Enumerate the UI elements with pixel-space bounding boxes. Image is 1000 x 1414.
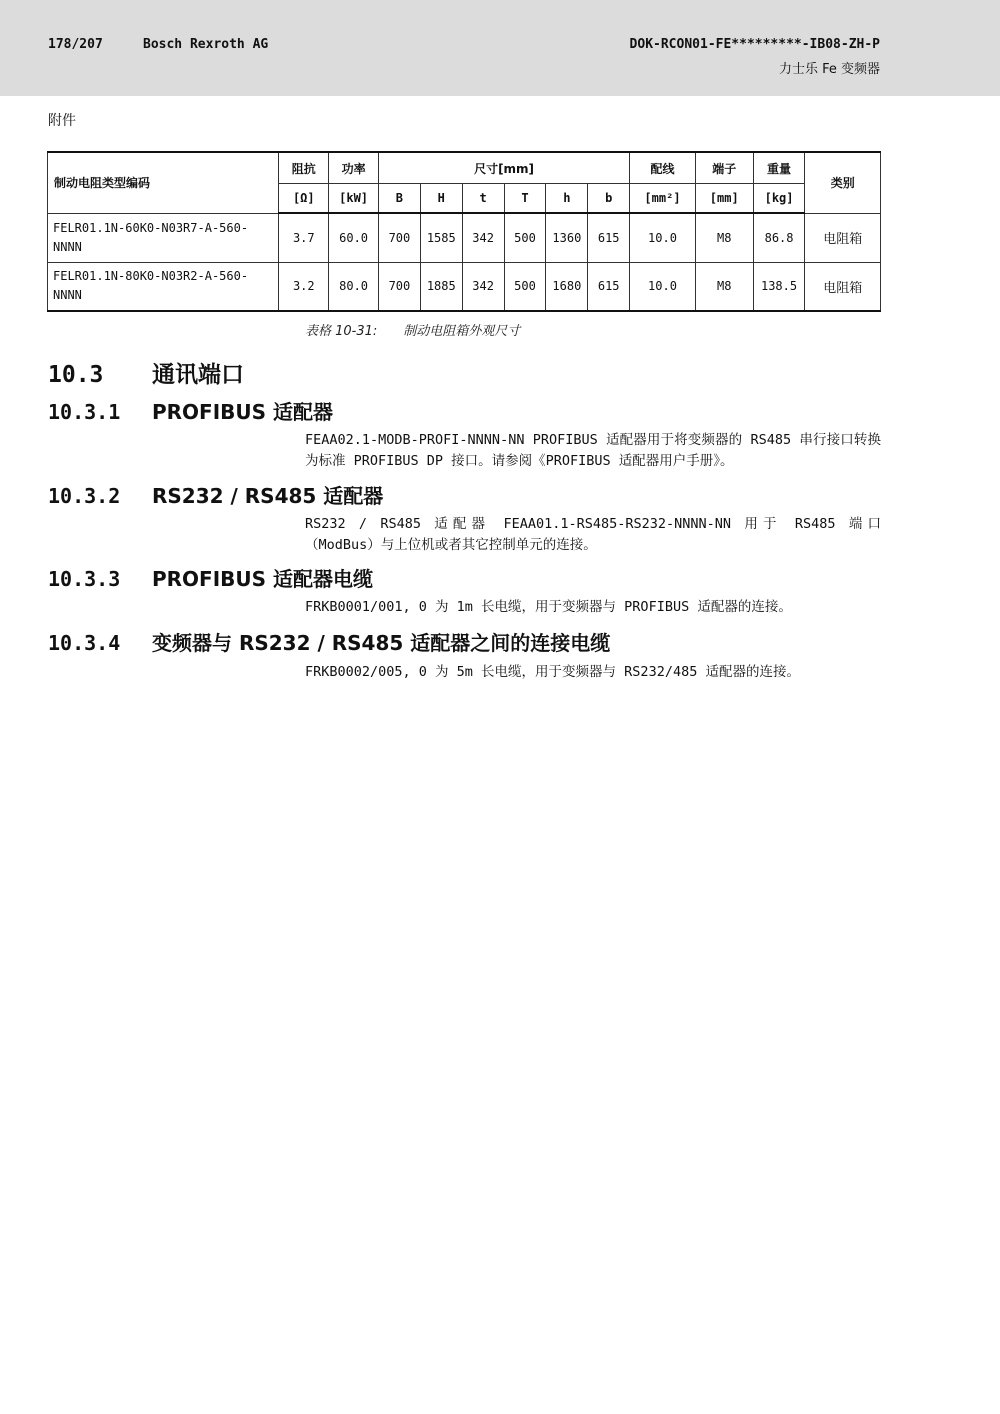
cell-power: 80.0 — [329, 262, 379, 311]
header-category: 类别 — [805, 152, 881, 213]
header-weight: 重量 — [753, 152, 805, 184]
dim-H: H — [420, 184, 462, 214]
dim-T: T — [504, 184, 546, 214]
section-heading-10-3-2: 10.3.2 RS232 / RS485 适配器 — [48, 484, 384, 508]
caption-text: 制动电阻箱外观尺寸 — [403, 324, 521, 339]
cell-h: 1360 — [546, 213, 588, 262]
cell-category: 电阻箱 — [805, 262, 881, 311]
cell-H: 1885 — [420, 262, 462, 311]
cell-T: 500 — [504, 213, 546, 262]
header-resistance: 阻抗 — [279, 152, 329, 184]
unit-wire: [mm²] — [630, 184, 696, 214]
cell-t: 342 — [462, 262, 504, 311]
table-row — [48, 262, 881, 311]
caption-number: 表格 10-31: — [305, 324, 378, 339]
cell-model: FELR01.1N-80K0-N03R2-A-560- NNNN — [48, 262, 279, 311]
cell-category: 电阻箱 — [805, 213, 881, 262]
cell-terminal: M8 — [695, 262, 753, 311]
cell-h: 1680 — [546, 262, 588, 311]
section-body-10-3-4: FRKB0002/005, 0 为 5m 长电缆，用于变频器与 RS232/485 适配器的连接。 — [305, 664, 800, 680]
cell-b: 615 — [588, 262, 630, 311]
section-heading-10-3: 10.3 通讯端口 — [48, 362, 244, 388]
dim-t: t — [462, 184, 504, 214]
cell-resistance: 3.7 — [279, 213, 329, 262]
header-power: 功率 — [329, 152, 379, 184]
table-caption — [305, 320, 520, 339]
cell-t: 342 — [462, 213, 504, 262]
cell-wire: 10.0 — [630, 262, 696, 311]
section-heading-10-3-1: 10.3.1 PROFIBUS 适配器 — [48, 400, 334, 424]
cell-b: 615 — [588, 213, 630, 262]
page-header — [0, 0, 1000, 96]
cell-power: 60.0 — [329, 213, 379, 262]
resistor-dimension-table — [47, 151, 881, 312]
dim-h: h — [546, 184, 588, 214]
section-body-10-3-1: FEAA02.1-MODB-PROFI-NNNN-NN PROFIBUS 适配器用于将变频器的 RS485 串行接口转换为标准 PROFIBUS DP 接口。请参阅《PROFIBUS 适配器用户手册》。 — [305, 432, 881, 469]
section-body-10-3-2: RS232 / RS485 适配器 FEAA01.1-RS485-RS232-NNNN-NN 用于 RS485 端口（ModBus）与上位机或者其它控制单元的连接。 — [305, 516, 881, 553]
unit-weight: [kg] — [753, 184, 805, 214]
unit-resistance: [Ω] — [279, 184, 329, 214]
header-terminal: 端子 — [695, 152, 753, 184]
header-model: 制动电阻类型编码 — [48, 152, 279, 213]
unit-power: [kW] — [329, 184, 379, 214]
cell-T: 500 — [504, 262, 546, 311]
section-heading-10-3-4: 10.3.4 变频器与 RS232 / RS485 适配器之间的连接电缆 — [48, 631, 611, 655]
header-wire: 配线 — [630, 152, 696, 184]
cell-weight: 86.8 — [753, 213, 805, 262]
table-row — [48, 213, 881, 262]
unit-terminal: [mm] — [695, 184, 753, 214]
cell-terminal: M8 — [695, 213, 753, 262]
dim-B: B — [379, 184, 421, 214]
cell-B: 700 — [379, 262, 421, 311]
cell-resistance: 3.2 — [279, 262, 329, 311]
document-id: DOK-RCON01-FE*********-IB08-ZH-P — [629, 37, 880, 52]
section-body-10-3-3: FRKB0001/001, 0 为 1m 长电缆，用于变频器与 PROFIBUS 适配器的连接。 — [305, 599, 792, 615]
cell-weight: 138.5 — [753, 262, 805, 311]
section-heading-10-3-3: 10.3.3 PROFIBUS 适配器电缆 — [48, 567, 374, 591]
cell-wire: 10.0 — [630, 213, 696, 262]
cell-B: 700 — [379, 213, 421, 262]
company-name: Bosch Rexroth AG — [143, 37, 269, 52]
product-name: 力士乐 Fe 变频器 — [778, 62, 880, 77]
chapter-label: 附件 — [48, 113, 76, 129]
cell-H: 1585 — [420, 213, 462, 262]
cell-model: FELR01.1N-60K0-N03R7-A-560- NNNN — [48, 213, 279, 262]
header-dimensions: 尺寸[mm] — [379, 152, 630, 184]
dim-b: b — [588, 184, 630, 214]
page-number: 178/207 — [48, 37, 103, 52]
